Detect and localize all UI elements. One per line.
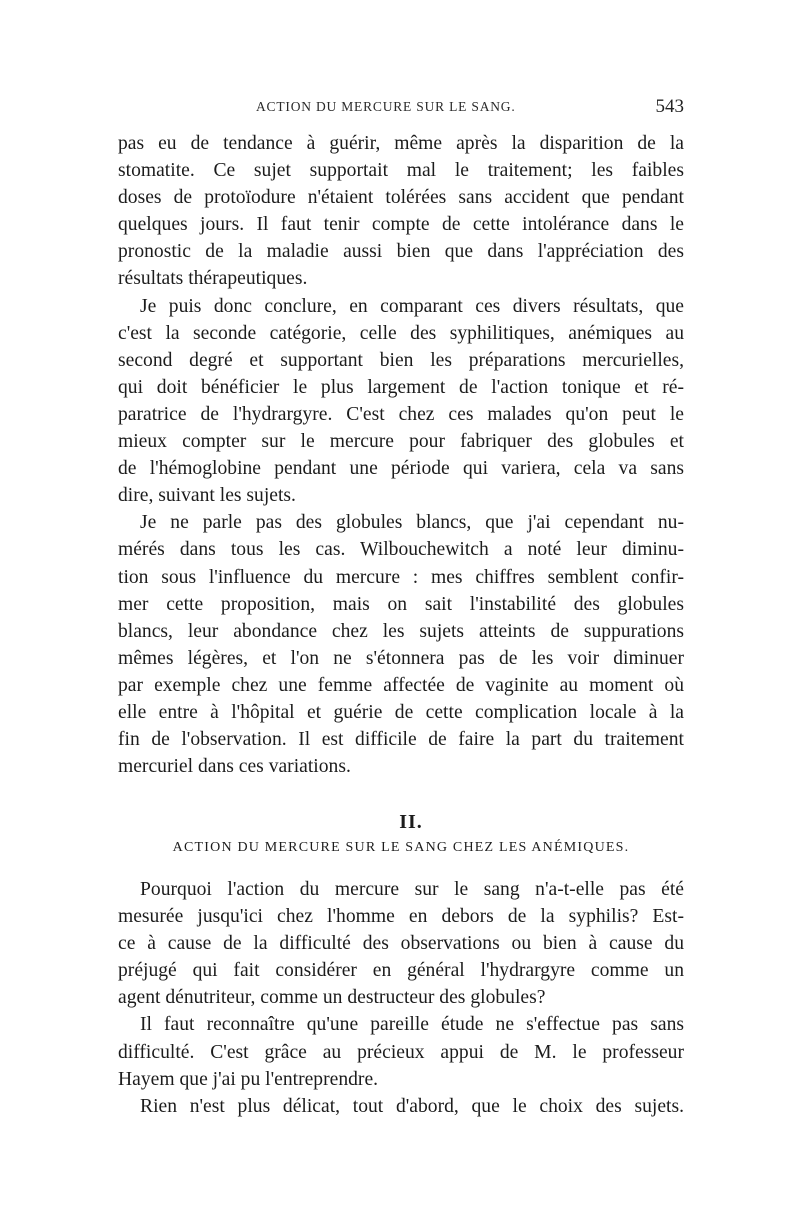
text-line: Je puis donc conclure, en comparant ces divers résultats, que (140, 295, 684, 317)
text-line: Pourquoi l'action du mercure sur le sang n'a-t-elle pas été (140, 879, 684, 900)
running-head (118, 96, 684, 120)
text-line: mêmes légères, et l'on ne s'étonnera pas de les voir diminuer (118, 647, 684, 669)
text-line: Rien n'est plus délicat, tout d'abord, que le choix des sujets. (140, 1095, 684, 1117)
section-numeral: II. (399, 811, 423, 833)
text-line: difficulté. C'est grâce au précieux appui de M. le professeur (118, 1041, 684, 1063)
text-line: pronostic de la maladie aussi bien que dans l'appréciation des (118, 241, 684, 263)
text-line: mesurée jusqu'ici chez l'homme en debors de la syphilis? Est- (118, 906, 684, 928)
section-title: ACTION DU MERCURE SUR LE SANG CHEZ LES ANÉMIQUES. (172, 840, 630, 855)
text-line: qui doit bénéficier le plus largement de l'action tonique et ré- (118, 376, 684, 398)
text-line: agent dénutriteur, comme un destructeur des globules? (118, 987, 546, 1009)
text-line: résultats thérapeutiques. (118, 268, 308, 290)
running-title: ACTION DU MERCURE SUR LE SANG. (256, 99, 516, 114)
text-line: stomatite. Ce sujet supportait mal le traitement; les faibles (118, 160, 684, 182)
text-line: mérés dans tous les cas. Wilbouchewitch a noté leur diminu- (118, 539, 684, 561)
text-line: pas eu de tendance à guérir, même après la disparition de la (118, 133, 684, 154)
text-line: paratrice de l'hydrargyre. C'est chez ces malades qu'on peut le (118, 403, 684, 425)
text-line: blancs, leur abondance chez les sujets atteints de suppurations (118, 620, 684, 642)
text-line: de l'hémoglobine pendant une période qui variera, cela va sans (118, 458, 684, 480)
text-line: mieux compter sur le mercure pour fabriquer des globules et (118, 431, 684, 453)
text-line: tion sous l'influence du mercure : mes chiffres semblent confir- (118, 566, 684, 588)
text-line: c'est la seconde catégorie, celle des syphilitiques, anémiques au (118, 322, 684, 344)
body-text-part-1 (118, 130, 684, 780)
text-line: Hayem que j'ai pu l'entreprendre. (118, 1068, 379, 1090)
text-line: quelques jours. Il faut tenir compte de cette intolérance dans le (118, 214, 684, 236)
text-line: par exemple chez une femme affectée de vaginite au moment où (118, 674, 684, 696)
text-line: Il faut reconnaître qu'une pareille étude ne s'effectue pas sans (140, 1014, 684, 1036)
text-line: doses de protoïodure n'étaient tolérées sans accident que pendant (118, 187, 684, 209)
text-line: fin de l'observation. Il est difficile de faire la part du traitement (118, 729, 684, 751)
page-number: 543 (655, 96, 684, 117)
text-line: mercuriel dans ces variations. (118, 756, 351, 778)
text-line: mer cette proposition, mais on sait l'instabilité des globules (118, 593, 684, 615)
body-text-part-2 (118, 876, 684, 1120)
text-line: dire, suivant les sujets. (118, 485, 296, 507)
text-line: préjugé qui fait considérer en général l'hydrargyre comme un (118, 960, 684, 982)
text-line: second degré et supportant bien les préparations mercurielles, (118, 349, 684, 371)
text-line: Je ne parle pas des globules blancs, que j'ai cependant nu- (140, 512, 684, 534)
text-line: ce à cause de la difficulté des observations ou bien à cause du (118, 933, 684, 955)
text-line: elle entre à l'hôpital et guérie de cette complication locale à la (118, 701, 684, 723)
